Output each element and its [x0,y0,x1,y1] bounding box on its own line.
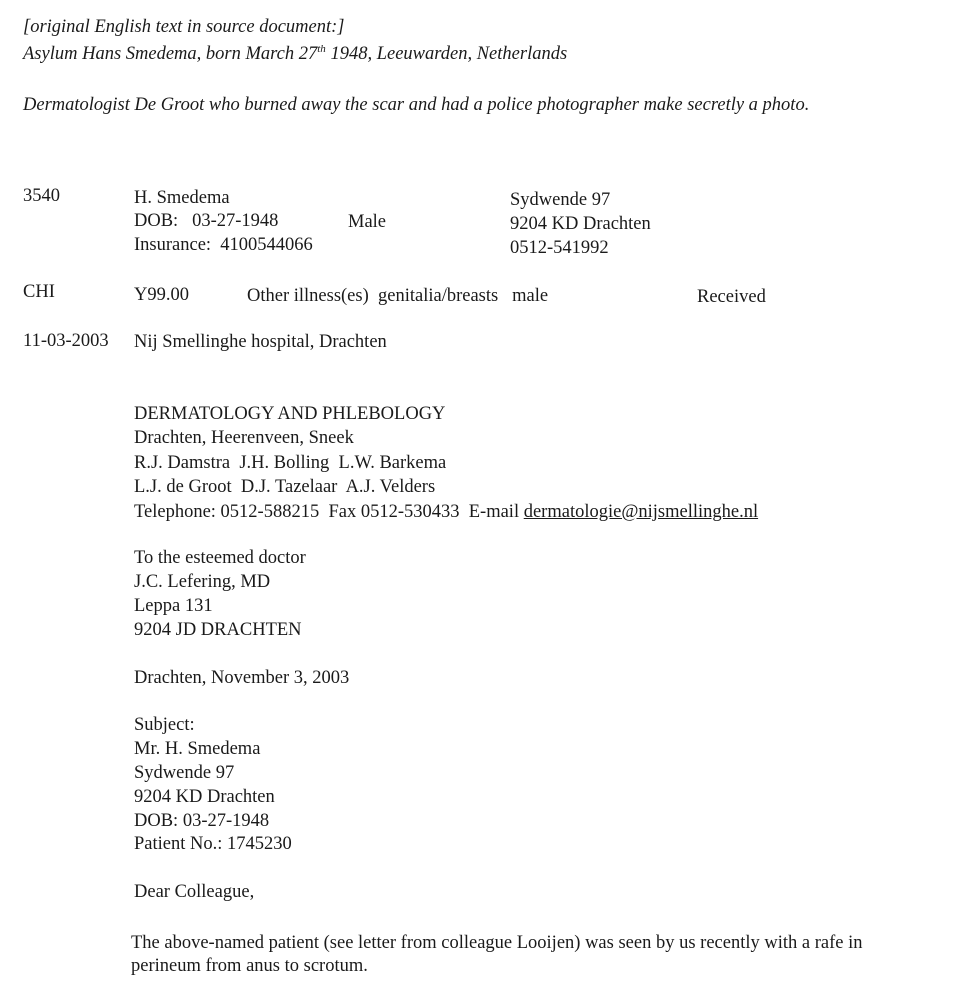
letter-date: Drachten, November 3, 2003 [134,668,350,688]
recipient-line-3: Leppa 131 [134,596,213,616]
diagnosis-text: Other illness(es) genitalia/breasts male [247,286,549,306]
patient-sex: Male [348,212,387,232]
diagnosis-code: Y99.00 [134,285,189,305]
specialty-code: CHI [23,282,55,302]
body-line-1: The above-named patient (see letter from colleague Looijen) was seen by us recently with a rafe in [131,933,863,953]
subject-line-3: 9204 KD Drachten [134,787,275,807]
subject-line-4: DOB: 03-27-1948 [134,811,270,831]
salutation: Dear Colleague, [134,882,255,902]
record-status: Received [697,287,766,307]
letterhead-contact: Telephone: 0512-588215 Fax 0512-530433 E-mail dermatologie@nijsmellinghe.nl [134,502,759,522]
address-street: Sydwende 97 [510,190,611,210]
subject-line-2: Sydwende 97 [134,763,235,783]
recipient-line-2: J.C. Lefering, MD [134,572,271,592]
dermatologist-line: Dermatologist De Groot who burned away the scar and had a police photographer make secretly a photo. [23,95,810,115]
patient-dob: DOB: 03-27-1948 [134,211,279,231]
source-note: [original English text in source document:] [23,17,345,37]
subject-line-1: Mr. H. Smedema [134,739,261,759]
subject-label: Subject: [134,715,195,735]
recipient-line-4: 9204 JD DRACHTEN [134,620,302,640]
letterhead-department: DERMATOLOGY AND PHLEBOLOGY [134,404,446,424]
subject-line-5: Patient No.: 1745230 [134,834,292,854]
patient-name: H. Smedema [134,188,230,208]
record-id: 3540 [23,186,60,206]
address-phone: 0512-541992 [510,238,609,258]
email-link[interactable]: dermatologie@nijsmellinghe.nl [523,502,759,522]
asylum-line: Asylum Hans Smedema, born March 27th 1948, Leeuwarden, Netherlands [23,43,568,64]
patient-insurance: Insurance: 4100544066 [134,235,313,255]
body-line-2: perineum from anus to scrotum. [131,956,368,976]
address-city: 9204 KD Drachten [510,214,651,234]
recipient-line-1: To the esteemed doctor [134,548,306,568]
letterhead-doctors-2: L.J. de Groot D.J. Tazelaar A.J. Velders [134,477,436,497]
letterhead-doctors-1: R.J. Damstra J.H. Bolling L.W. Barkema [134,453,447,473]
visit-date: 11-03-2003 [23,331,109,351]
letterhead-locations: Drachten, Heerenveen, Sneek [134,428,354,448]
visit-place: Nij Smellinghe hospital, Drachten [134,332,387,352]
